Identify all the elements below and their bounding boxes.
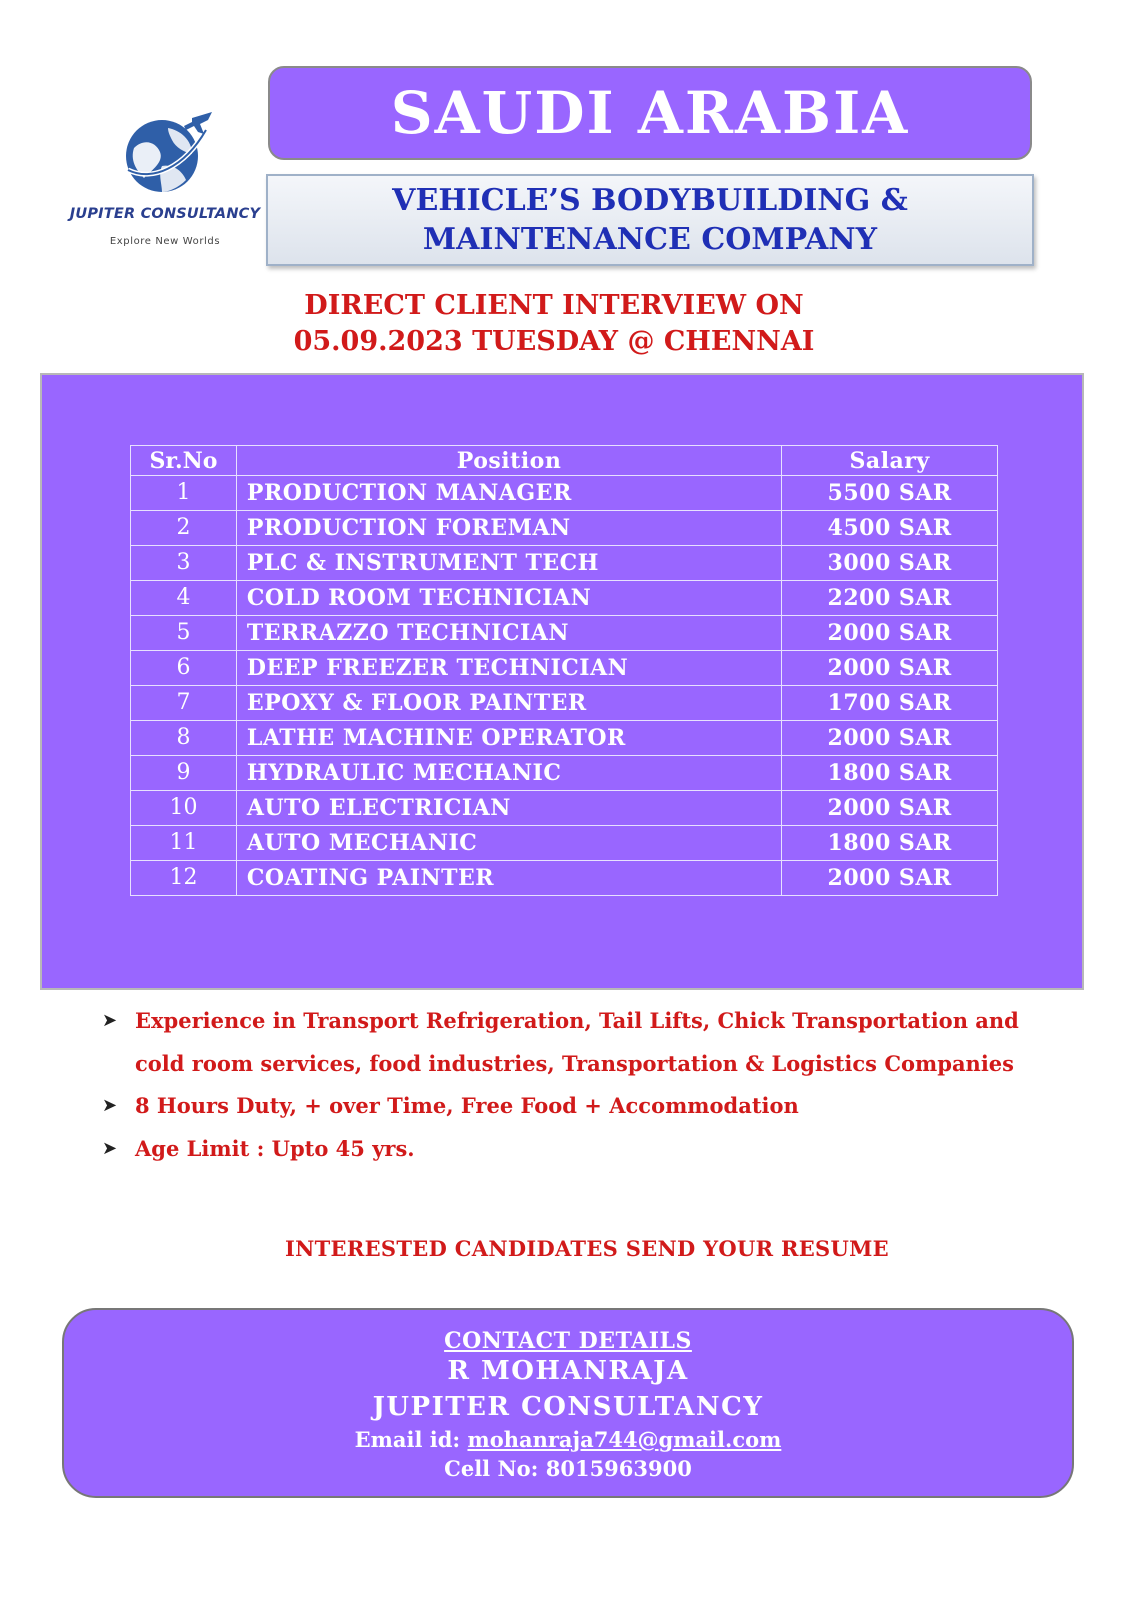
position-cell: LATHE MACHINE OPERATOR: [236, 721, 781, 756]
arrow-bullet-icon: ➤: [102, 1095, 118, 1116]
list-item: ➤ Experience in Transport Refrigeration, Tail Lifts, Chick Transportation and cold room services, food industries, Transportation & Logistics Companies: [100, 1000, 1060, 1085]
position-cell: PRODUCTION FOREMAN: [236, 511, 781, 546]
salary-cell: 2200 SAR: [782, 581, 998, 616]
position-cell: AUTO MECHANIC: [236, 826, 781, 861]
country-banner: [268, 66, 1032, 160]
salary-cell: 1800 SAR: [782, 756, 998, 791]
table-row: [131, 756, 998, 791]
email-label: Email id:: [354, 1427, 461, 1452]
contact-heading: CONTACT DETAILS: [444, 1328, 692, 1354]
sr-no-cell: 11: [131, 826, 237, 861]
sr-no-cell: 2: [131, 511, 237, 546]
table-row: [131, 651, 998, 686]
salary-cell: 3000 SAR: [782, 546, 998, 581]
email-link[interactable]: mohanraja744@gmail.com: [467, 1427, 782, 1452]
position-cell: EPOXY & FLOOR PAINTER: [236, 686, 781, 721]
company-logo: [60, 108, 270, 258]
table-row: [131, 721, 998, 756]
table-row: [131, 861, 998, 896]
globe-airplane-icon: [122, 108, 214, 200]
arrow-bullet-icon: ➤: [102, 1137, 118, 1159]
salary-cell: 1700 SAR: [782, 686, 998, 721]
company-name-line2: MAINTENANCE COMPANY: [422, 222, 878, 257]
sr-no-cell: 6: [131, 651, 237, 686]
cell-number: 8015963900: [545, 1456, 692, 1481]
table-row: [131, 581, 998, 616]
table-row: [131, 826, 998, 861]
position-cell: AUTO ELECTRICIAN: [236, 791, 781, 826]
cell-label: Cell No:: [444, 1456, 539, 1481]
arrow-bullet-icon: ➤: [102, 1010, 118, 1031]
sr-no-cell: 5: [131, 616, 237, 651]
salary-cell: 4500 SAR: [782, 511, 998, 546]
contact-name: R MOHANRAJA: [447, 1356, 689, 1386]
sr-no-cell: 4: [131, 581, 237, 616]
logo-name: JUPITER CONSULTANCY: [69, 206, 261, 222]
requirements-list: [100, 1000, 1060, 1170]
table-row: [131, 686, 998, 721]
table-row: [131, 791, 998, 826]
company-name-line1: VEHICLE’S BODYBUILDING &: [392, 183, 908, 218]
sr-no-cell: 7: [131, 686, 237, 721]
interview-line1: DIRECT CLIENT INTERVIEW ON: [304, 290, 804, 321]
salary-cell: 2000 SAR: [782, 616, 998, 651]
header-salary: Salary: [782, 446, 998, 476]
contact-company: JUPITER CONSULTANCY: [372, 1392, 764, 1422]
header-position: Position: [236, 446, 781, 476]
contact-email-line: [64, 1427, 1072, 1452]
table-row: [131, 476, 998, 511]
positions-table: [130, 445, 998, 896]
position-cell: COLD ROOM TECHNICIAN: [236, 581, 781, 616]
country-title: SAUDI ARABIA: [390, 79, 910, 147]
table-row: [131, 616, 998, 651]
company-banner: [266, 174, 1034, 266]
salary-cell: 2000 SAR: [782, 861, 998, 896]
positions-panel: [40, 373, 1084, 990]
salary-cell: 5500 SAR: [782, 476, 998, 511]
contact-card: [62, 1308, 1074, 1498]
call-to-action: INTERESTED CANDIDATES SEND YOUR RESUME: [285, 1236, 889, 1261]
interview-notice: [0, 288, 1108, 360]
list-item: ➤ 8 Hours Duty, + over Time, Free Food + Accommodation: [100, 1085, 1060, 1128]
list-item: ➤ Age Limit : Upto 45 yrs.: [100, 1128, 1060, 1171]
position-cell: HYDRAULIC MECHANIC: [236, 756, 781, 791]
position-cell: PLC & INSTRUMENT TECH: [236, 546, 781, 581]
interview-line2: 05.09.2023 TUESDAY @ CHENNAI: [293, 326, 815, 357]
sr-no-cell: 9: [131, 756, 237, 791]
position-cell: COATING PAINTER: [236, 861, 781, 896]
table-header-row: [131, 446, 998, 476]
table-row: [131, 546, 998, 581]
salary-cell: 2000 SAR: [782, 791, 998, 826]
header-sr-no: Sr.No: [131, 446, 237, 476]
contact-cell-line: [64, 1456, 1072, 1481]
salary-cell: 2000 SAR: [782, 721, 998, 756]
table-row: [131, 511, 998, 546]
sr-no-cell: 1: [131, 476, 237, 511]
salary-cell: 2000 SAR: [782, 651, 998, 686]
sr-no-cell: 8: [131, 721, 237, 756]
position-cell: PRODUCTION MANAGER: [236, 476, 781, 511]
sr-no-cell: 3: [131, 546, 237, 581]
position-cell: DEEP FREEZER TECHNICIAN: [236, 651, 781, 686]
position-cell: TERRAZZO TECHNICIAN: [236, 616, 781, 651]
salary-cell: 1800 SAR: [782, 826, 998, 861]
sr-no-cell: 12: [131, 861, 237, 896]
sr-no-cell: 10: [131, 791, 237, 826]
logo-tagline: Explore New Worlds: [109, 236, 221, 247]
